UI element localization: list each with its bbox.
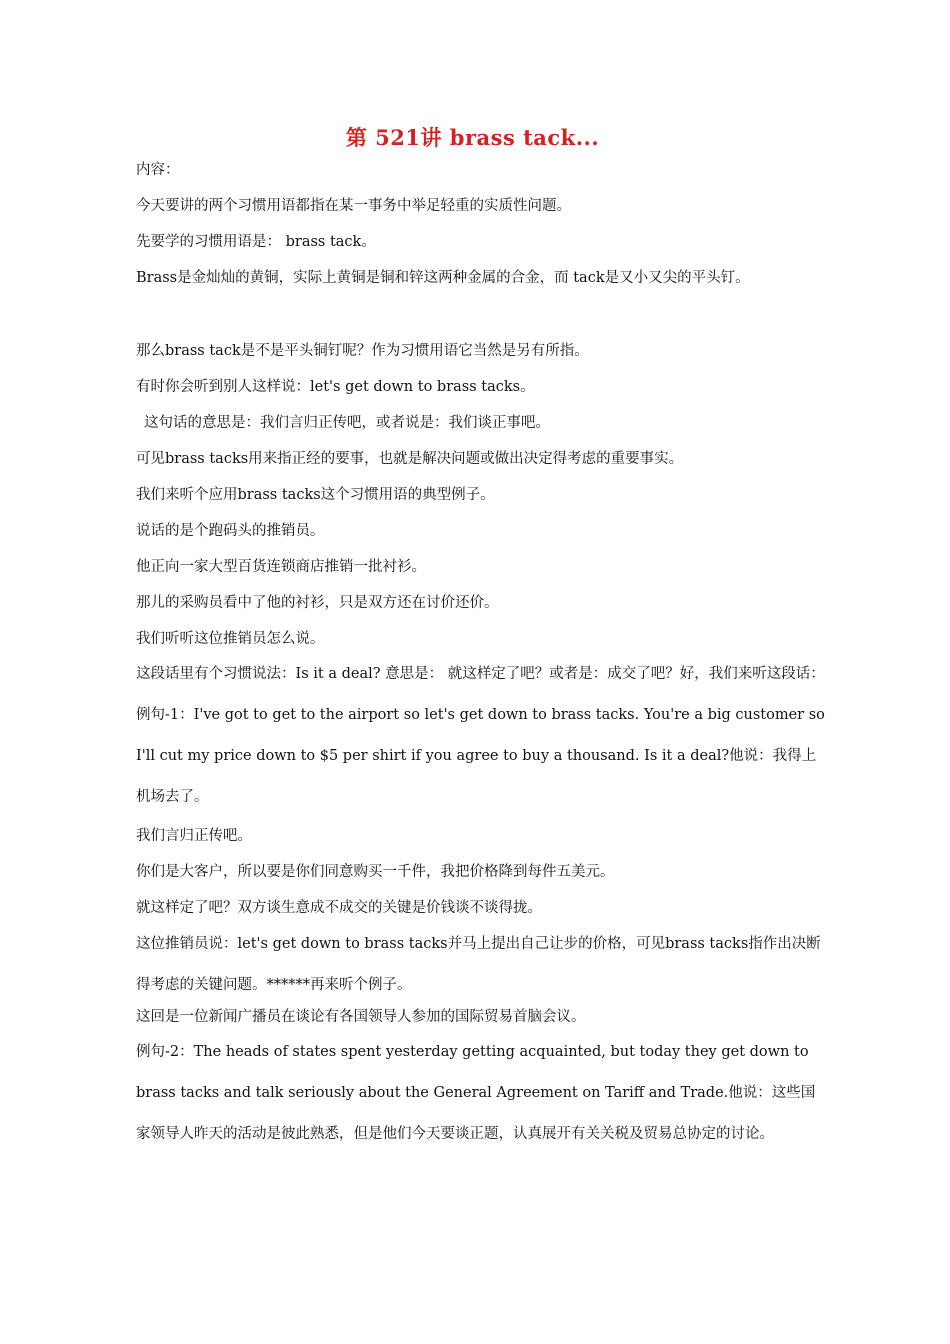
paragraph: 他正向一家大型百货连锁商店推销一批衬衫。: [136, 559, 426, 575]
paragraph: 你们是大客户，所以要是你们同意购买一千件，我把价格降到每件五美元。: [136, 864, 615, 880]
paragraph: 我们言归正传吧。: [136, 828, 252, 844]
paragraph: 我们来听个应用brass tacks这个习惯用语的典型例子。: [136, 487, 495, 503]
paragraph: Brass是金灿灿的黄铜，实际上黄铜是铜和锌这两种金属的合金，而 tack是又小又尖的平头钉。: [136, 270, 750, 286]
paragraph: 先要学的习惯用语是： brass tack。: [136, 234, 376, 250]
paragraph: 有时你会听到别人这样说：let's get down to brass tacks。: [136, 379, 535, 395]
paragraph: 这回是一位新闻广播员在谈论有各国领导人参加的国际贸易首脑会议。: [136, 1009, 586, 1025]
paragraph: 今天要讲的两个习惯用语都指在某一事务中举足轻重的实质性问题。: [136, 198, 571, 214]
paragraph-example-1: 这段话里有个习惯说法：Is it a deal? 意思是： 就这样定了吧？或者是：成交了吧？好，我们来听这段话：例句-1：I've got to get to the airport so let's get down to brass tacks. You're a big customer so I'll cut my price down to $5 per shirt if you agree to buy a thousand. Is it a deal?他说：我得上机场去了。: [136, 666, 825, 805]
document-body: [136, 152, 826, 1196]
paragraph: 那么brass tack是不是平头铜钉呢？作为习惯用语它当然是另有所指。: [136, 343, 589, 359]
document-title: 第 521讲 brass tack...: [345, 125, 600, 150]
paragraph: 我们听听这位推销员怎么说。: [136, 631, 325, 647]
paragraph: 这位推销员说：let's get down to brass tacks并马上提出自己让步的价格，可见brass tacks指作出决断得考虑的关键问题。******再来听个例子。: [136, 936, 821, 993]
paragraph: 这句话的意思是：我们言归正传吧，或者说是：我们谈正事吧。: [144, 415, 550, 431]
paragraph: 就这样定了吧？双方谈生意成不成交的关键是价钱谈不谈得拢。: [136, 900, 542, 916]
paragraph-example-2: 例句-2：The heads of states spent yesterday getting acquainted, but today they get down to brass tacks and talk seriously about the General Agreement on Tariff and Trade.他说：这些国家领导人昨天的活动是彼此熟悉，但是他们今天要谈正题，认真展开有关关税及贸易总协定的讨论。: [136, 1044, 816, 1142]
paragraph: 那儿的采购员看中了他的衬衫，只是双方还在讨价还价。: [136, 595, 499, 611]
paragraph: 说话的是个跑码头的推销员。: [136, 523, 325, 539]
paragraph-contents-label: 内容：: [136, 162, 180, 178]
paragraph: 可见brass tacks用来指正经的要事，也就是解决问题或做出决定得考虑的重要事实。: [136, 451, 684, 467]
